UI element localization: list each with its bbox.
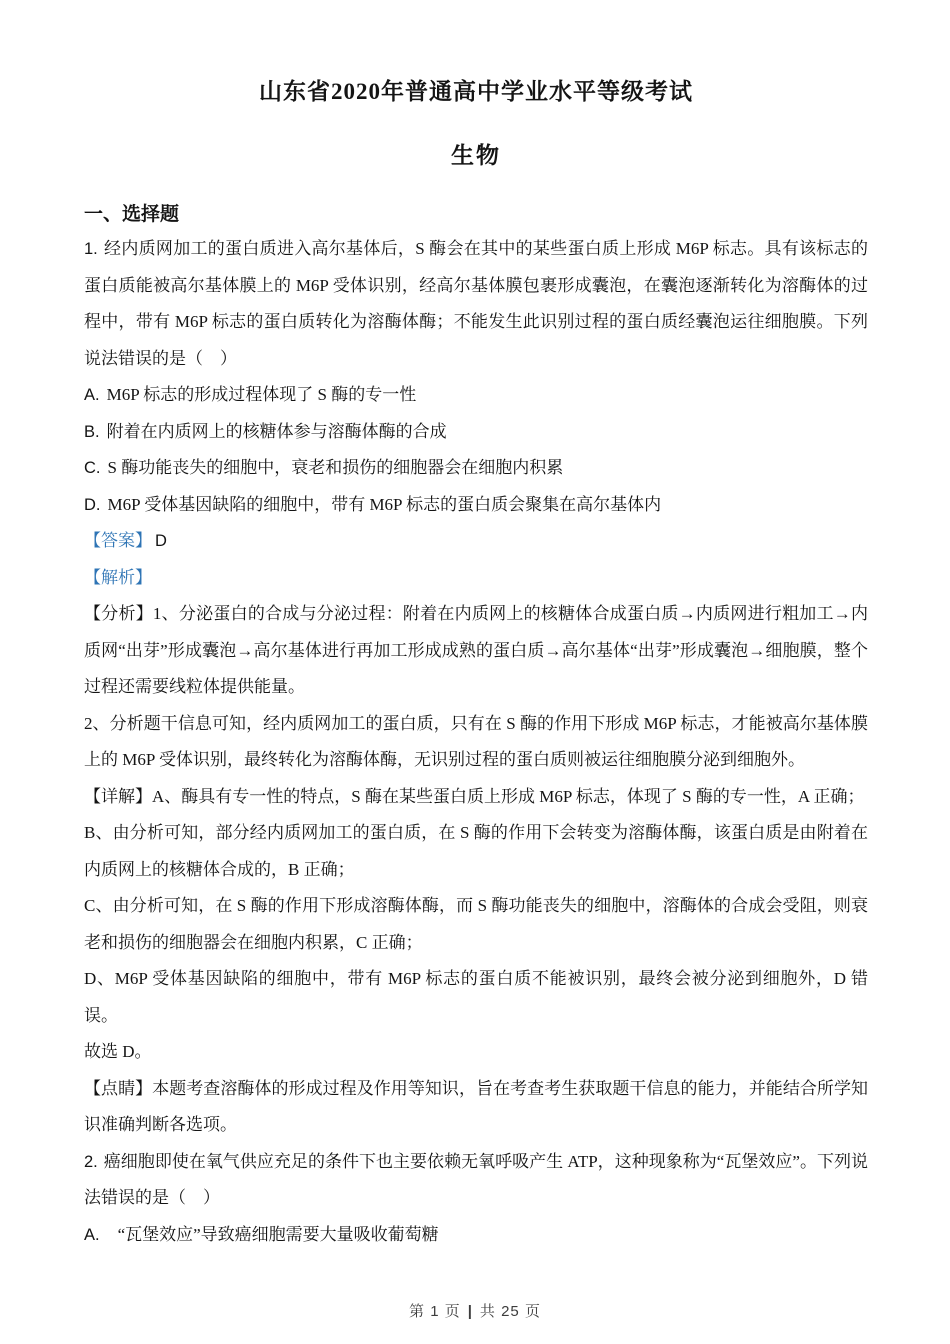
question-1-option-d <box>84 487 868 524</box>
option-label: A. <box>84 386 100 404</box>
option-label: A. <box>84 1225 100 1244</box>
section-heading: 一、选择题 <box>84 204 180 225</box>
question-1-number: 1. <box>84 240 98 258</box>
option-label: C. <box>84 459 101 477</box>
footer-separator: | <box>467 1303 473 1320</box>
question-1-option-a <box>84 377 868 414</box>
option-label: D. <box>84 495 101 514</box>
question-2-number: 2. <box>84 1152 98 1171</box>
answer-label: 【答案】 <box>84 531 152 550</box>
question-2-stem <box>84 1144 868 1217</box>
explanation-paragraph: C、由分析可知，在 S 酶的作用下形成溶酶体酶，而 S 酶功能丧失的细胞中，溶酶体的合成会受阻，则衰老和损伤的细胞器会在细胞内积累，C 正确； <box>84 896 868 952</box>
option-text: 附着在内质网上的核糖体参与溶酶体酶的合成 <box>106 421 447 441</box>
explanation-paragraph: 【分析】1、分泌蛋白的合成与分泌过程：附着在内质网上的核糖体合成蛋白质→内质网进行粗加工→内质网“出芽”形成囊泡→高尔基体进行再加工形成成熟的蛋白质→高尔基体“出芽”形成囊泡→细胞膜，整个过程还需要线粒体提供能量。 <box>84 604 868 696</box>
analysis-label: 【解析】 <box>84 567 152 587</box>
subject-title: 生物 <box>451 143 501 168</box>
footer-total-pages: 共 25 页 <box>479 1303 541 1320</box>
page-footer <box>0 1300 950 1321</box>
question-2-stem-text: 癌细胞即使在氧气供应充足的条件下也主要依赖无氧呼吸产生 ATP，这种现象称为“瓦堡效应”。下列说法错误的是（ ） <box>84 1151 868 1207</box>
explanation-paragraph: 【详解】A、酶具有专一性的特点，S 酶在某些蛋白质上形成 M6P 标志，体现了 S 酶的专一性，A 正确； <box>84 786 865 806</box>
question-2-option-a <box>84 1217 868 1254</box>
option-label: B. <box>84 422 100 441</box>
explanation-paragraph: 2、分析题干信息可知，经内质网加工的蛋白质，只有在 S 酶的作用下形成 M6P 标志，才能被高尔基体膜上的 M6P 受体识别，最终转化为溶酶体酶，无识别过程的蛋白质则被运往细胞膜分泌到细胞外。 <box>84 713 868 769</box>
explanation-paragraph: D、M6P 受体基因缺陷的细胞中，带有 M6P 标志的蛋白质不能被识别，最终会被分泌到细胞外，D 错误。 <box>84 969 868 1025</box>
question-1-option-c <box>84 450 868 487</box>
option-text: “瓦堡效应”导致癌细胞需要大量吸收葡萄糖 <box>117 1224 439 1244</box>
question-1-stem <box>84 231 868 377</box>
explanation-paragraph: B、由分析可知，部分经内质网加工的蛋白质，在 S 酶的作用下会转变为溶酶体酶，该蛋白质是由附着在内质网上的核糖体合成的，B 正确； <box>84 823 868 879</box>
option-text: S 酶功能丧失的细胞中，衰老和损伤的细胞器会在细胞内积累 <box>107 458 564 477</box>
question-1-option-b <box>84 414 868 451</box>
document-title: 山东省2020年普通高中学业水平等级考试 <box>259 79 693 104</box>
question-1-analysis-label-line <box>84 560 868 597</box>
question-1-answer-line <box>84 523 868 560</box>
question-1-stem-text: 经内质网加工的蛋白质进入高尔基体后，S 酶会在其中的某些蛋白质上形成 M6P 标志。具有该标志的蛋白质能被高尔基体膜上的 M6P 受体识别，经高尔基体膜包裹形成囊泡，在囊泡逐渐转化为溶酶体的过程中，带有 M6P 标志的蛋白质转化为溶酶体酶；不能发生此识别过程的蛋白质经囊泡运往细胞膜。下列说法错误的是（ ） <box>84 239 868 368</box>
option-text: M6P 标志的形成过程体现了 S 酶的专一性 <box>106 385 417 404</box>
explanation-paragraph: 故选 D。 <box>84 1042 152 1061</box>
option-text: M6P 受体基因缺陷的细胞中，带有 M6P 标志的蛋白质会聚集在高尔基体内 <box>107 494 662 514</box>
footer-page-number: 第 1 页 <box>409 1303 461 1320</box>
explanation-paragraph: 【点睛】本题考查溶酶体的形成过程及作用等知识，旨在考查考生获取题干信息的能力，并能结合所学知识准确判断各选项。 <box>84 1078 868 1134</box>
answer-value: D <box>155 532 167 550</box>
